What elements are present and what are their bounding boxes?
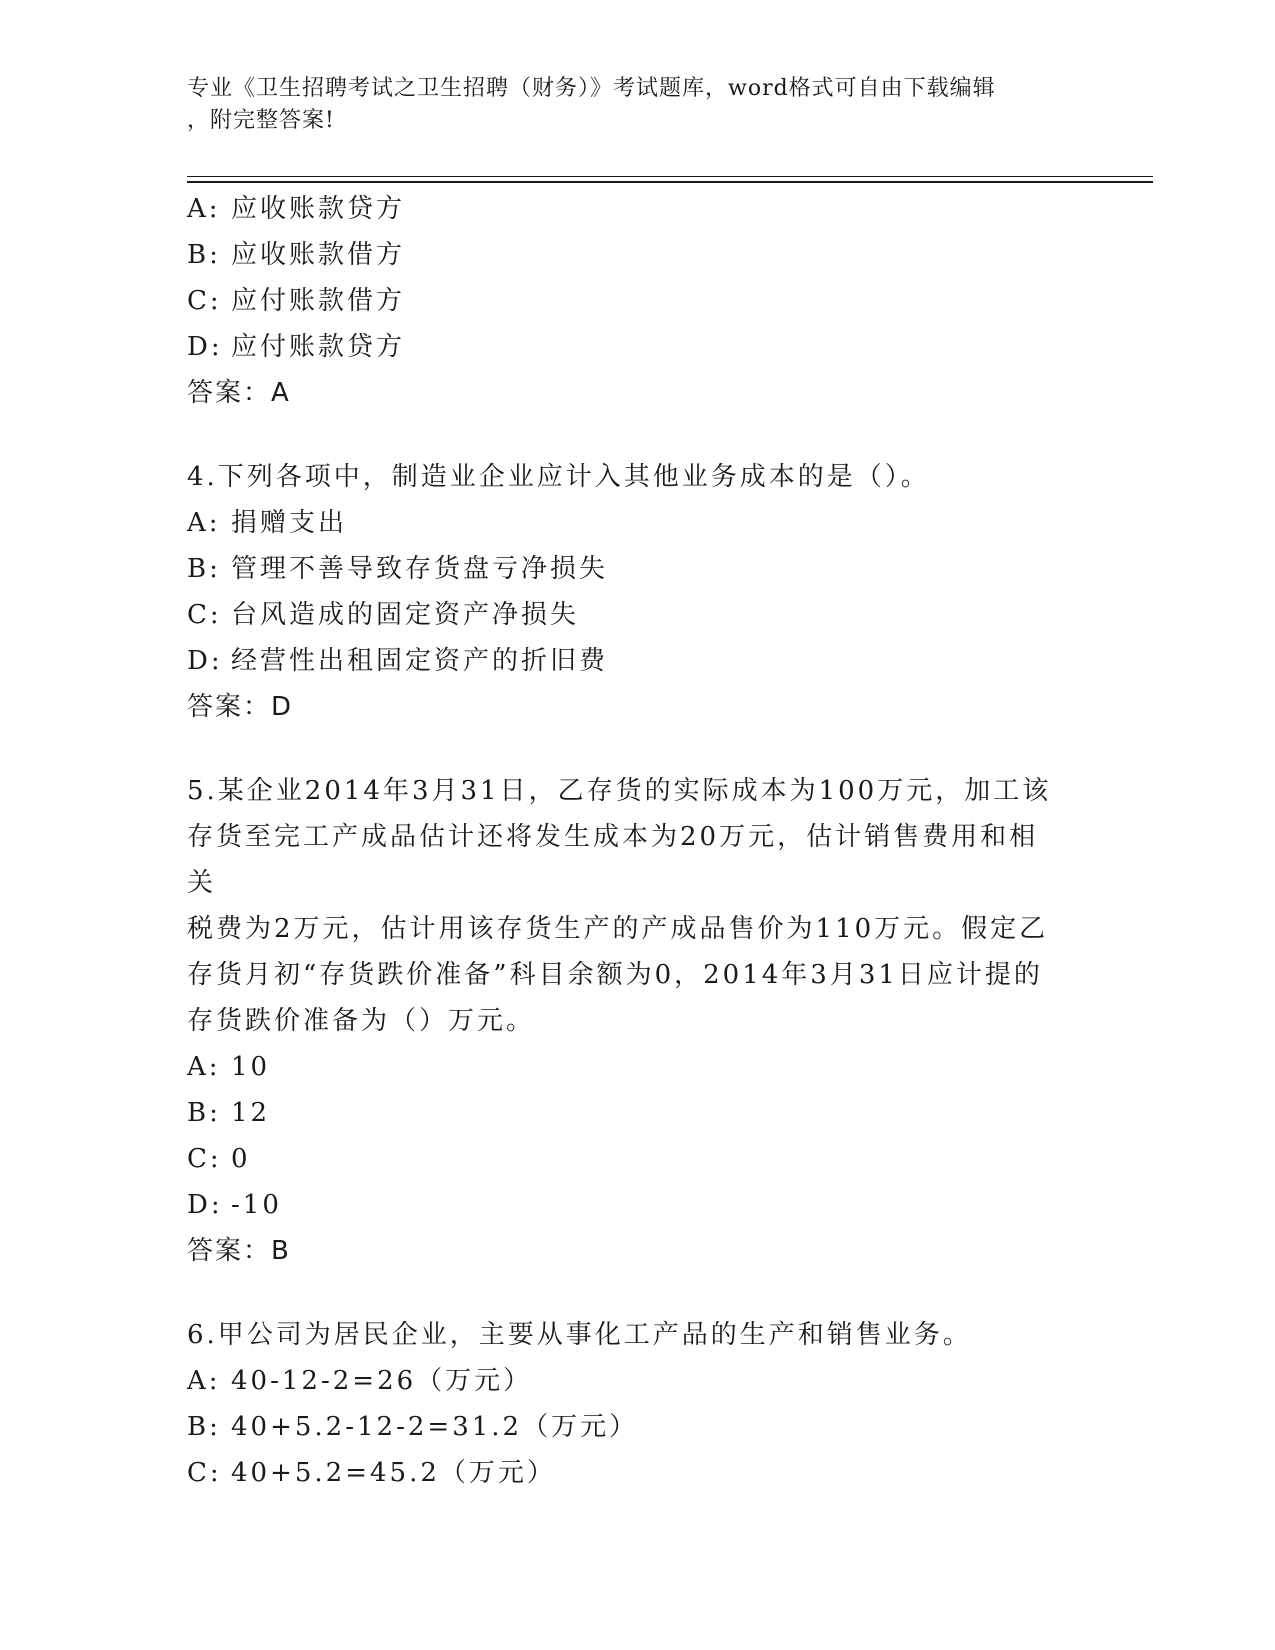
- question-text: 6.甲公司为居民企业，主要从事化工产品的生产和销售业务。: [187, 1320, 972, 1350]
- answer-line: 答案：D: [187, 692, 294, 722]
- option-c: C: 应付账款借方: [187, 286, 406, 316]
- option-a: A: 40-12-2=26（万元）: [187, 1366, 533, 1396]
- option-b: B: 管理不善导致存货盘亏净损失: [187, 554, 609, 584]
- option-b: B: 12: [187, 1098, 271, 1128]
- header-divider-top: [187, 176, 1153, 177]
- question-text: 4.下列各项中，制造业企业应计入其他业务成本的是（）。: [187, 462, 930, 492]
- question-text-line: 存货跌价准备为（）万元。: [187, 1006, 536, 1036]
- question-5-block: [187, 768, 1087, 1274]
- question-6-block: [187, 1312, 1087, 1496]
- option-d: D: -10: [187, 1190, 282, 1220]
- option-d: D: 经营性出租固定资产的折旧费: [187, 646, 609, 676]
- option-a: A: 应收账款贷方: [187, 194, 406, 224]
- answer-line: 答案：B: [187, 1236, 291, 1266]
- answer-line: 答案：A: [187, 378, 291, 408]
- option-c: C: 40+5.2=45.2（万元）: [187, 1458, 556, 1488]
- question-text-line: 5.某企业2014年3月31日，乙存货的实际成本为100万元，加工该: [187, 776, 1052, 806]
- option-c: C: 台风造成的固定资产净损失: [187, 600, 580, 630]
- option-a: A: 捐赠支出: [187, 508, 348, 538]
- question-4-block: [187, 454, 1087, 730]
- header-line-1: 专业《卫生招聘考试之卫生招聘（财务）》考试题库，word格式可自由下载编辑: [187, 76, 996, 101]
- option-a: A: 10: [187, 1052, 271, 1082]
- header-divider-bottom: [187, 181, 1153, 183]
- question-text-line: 存货至完工产成品估计还将发生成本为20万元，估计销售费用和相关: [187, 822, 1039, 898]
- header-line-2: ，附完整答案!: [187, 108, 335, 133]
- document-header: [187, 73, 1067, 137]
- option-c: C: 0: [187, 1144, 251, 1174]
- question-3-block: [187, 186, 1087, 416]
- document-body: [187, 186, 1087, 1496]
- option-b: B: 40+5.2-12-2=31.2（万元）: [187, 1412, 639, 1442]
- option-b: B: 应收账款借方: [187, 240, 406, 270]
- question-text-line: 税费为2万元，估计用该存货生产的产成品售价为110万元。假定乙: [187, 914, 1049, 944]
- question-text-line: 存货月初“存货跌价准备”科目余额为0，2014年3月31日应计提的: [187, 960, 1043, 990]
- option-d: D: 应付账款贷方: [187, 332, 406, 362]
